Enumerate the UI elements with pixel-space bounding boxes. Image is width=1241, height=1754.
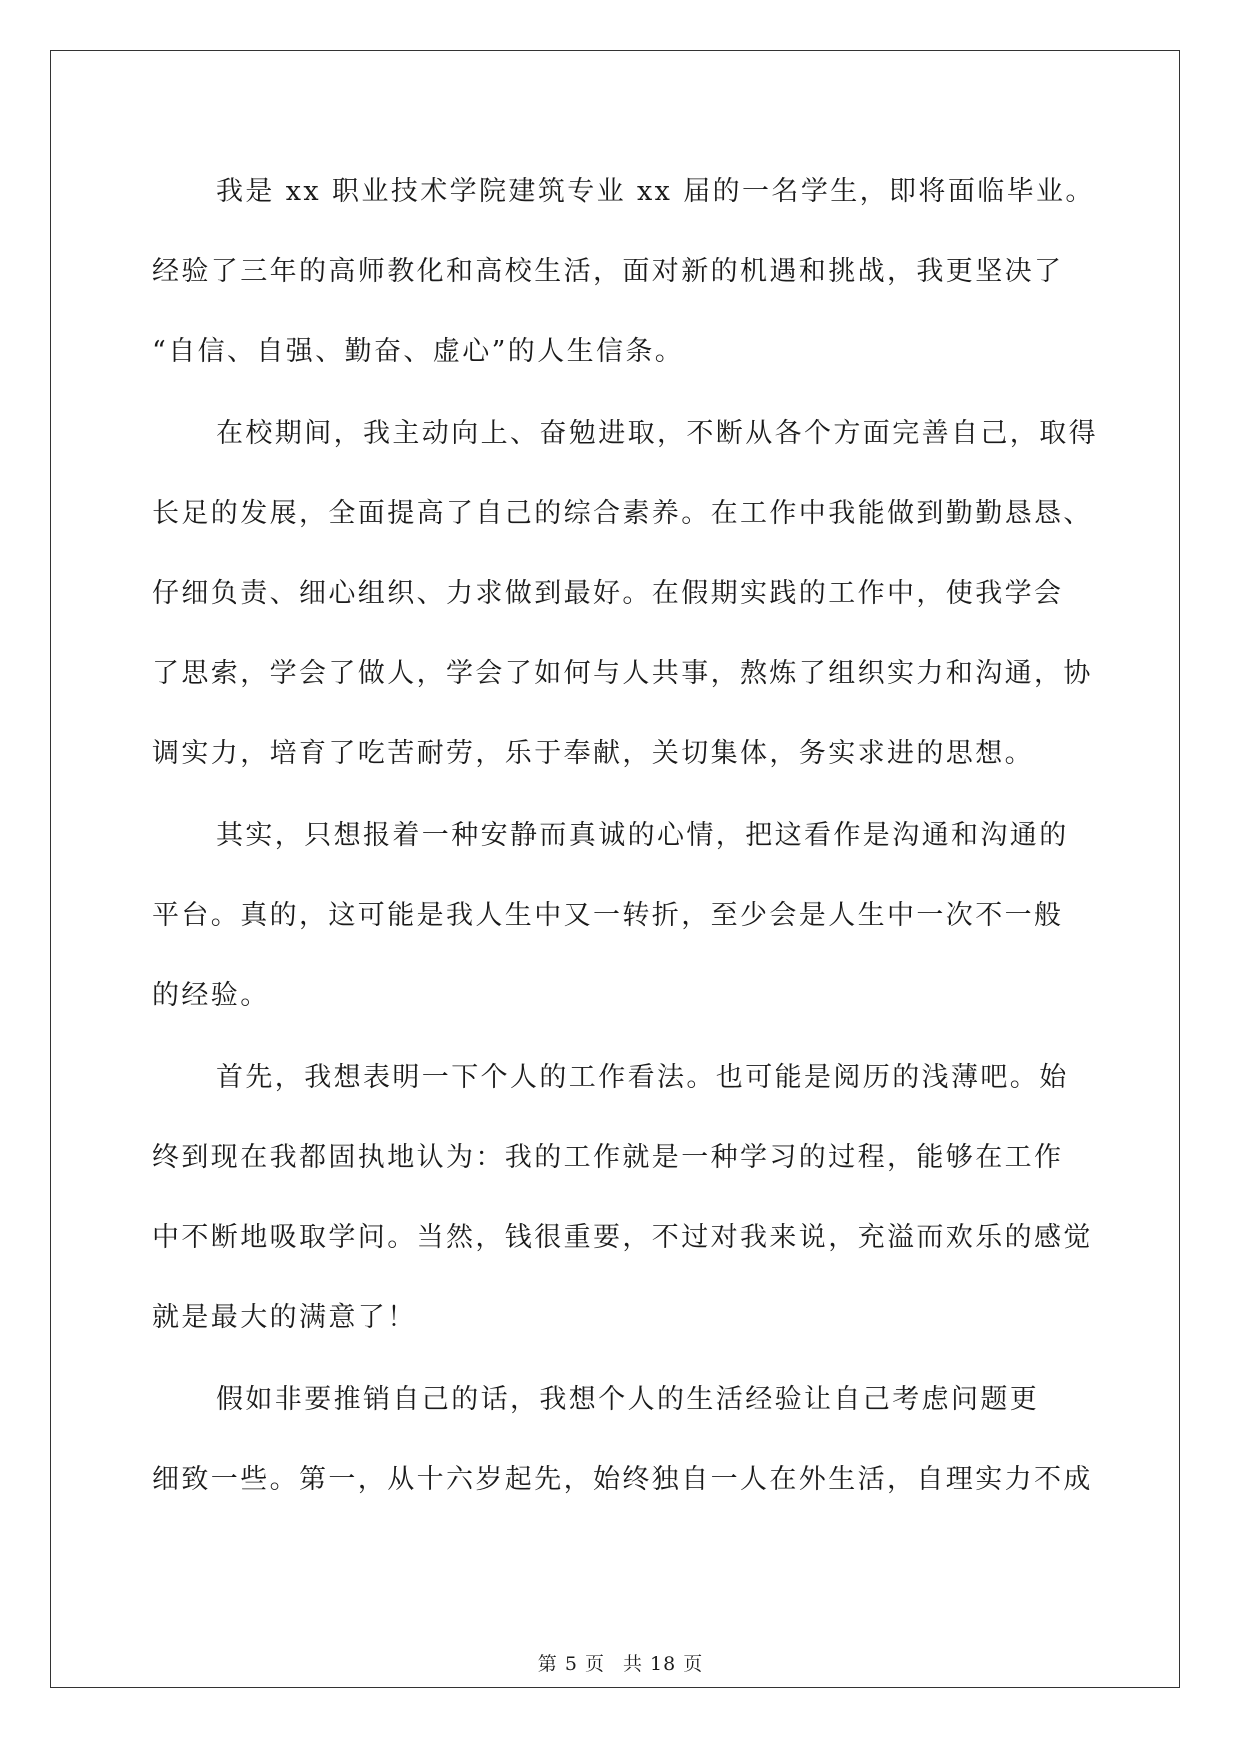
text-line: 首先，我想表明一下个人的工作看法。也可能是阅历的浅薄吧。始 xyxy=(216,1062,1069,1093)
text-line: 中不断地吸取学问。当然，钱很重要，不过对我来说，充溢而欢乐的感觉 xyxy=(152,1222,1093,1253)
text-line: 了思索，学会了做人，学会了如何与人共事，熬炼了组织实力和沟通，协 xyxy=(152,658,1093,689)
text-line: 细致一些。第一，从十六岁起先，始终独自一人在外生活，自理实力不成 xyxy=(152,1464,1093,1495)
text-line: “自信、自强、勤奋、虚心”的人生信条。 xyxy=(152,336,685,367)
text-line: 的经验。 xyxy=(152,980,270,1011)
text-line: 我是 xx 职业技术学院建筑专业 xx 届的一名学生，即将面临毕业。 xyxy=(216,176,1095,207)
text-line: 仔细负责、细心组织、力求做到最好。在假期实践的工作中，使我学会 xyxy=(152,578,1064,609)
page-footer xyxy=(0,1652,1241,1676)
text-line: 其实，只想报着一种安静而真诚的心情，把这看作是沟通和沟通的 xyxy=(216,820,1069,851)
text-line: 调实力，培育了吃苦耐劳，乐于奉献，关切集体，务实求进的思想。 xyxy=(152,738,1034,769)
text-line: 终到现在我都固执地认为：我的工作就是一种学习的过程，能够在工作 xyxy=(152,1142,1064,1173)
text-line: 就是最大的满意了！ xyxy=(152,1302,417,1333)
text-line: 经验了三年的高师教化和高校生活，面对新的机遇和挑战，我更坚决了 xyxy=(152,256,1064,287)
text-line: 平台。真的，这可能是我人生中又一转折，至少会是人生中一次不一般 xyxy=(152,900,1064,931)
page-total: 共 18 页 xyxy=(622,1653,704,1675)
text-line: 假如非要推销自己的话，我想个人的生活经验让自己考虑问题更 xyxy=(216,1384,1040,1415)
page-number: 第 5 页 xyxy=(537,1653,605,1675)
text-line: 在校期间，我主动向上、奋勉进取，不断从各个方面完善自己，取得 xyxy=(216,418,1098,449)
text-line: 长足的发展，全面提高了自己的综合素养。在工作中我能做到勤勤恳恳、 xyxy=(152,498,1093,529)
page-border xyxy=(50,50,1180,1688)
